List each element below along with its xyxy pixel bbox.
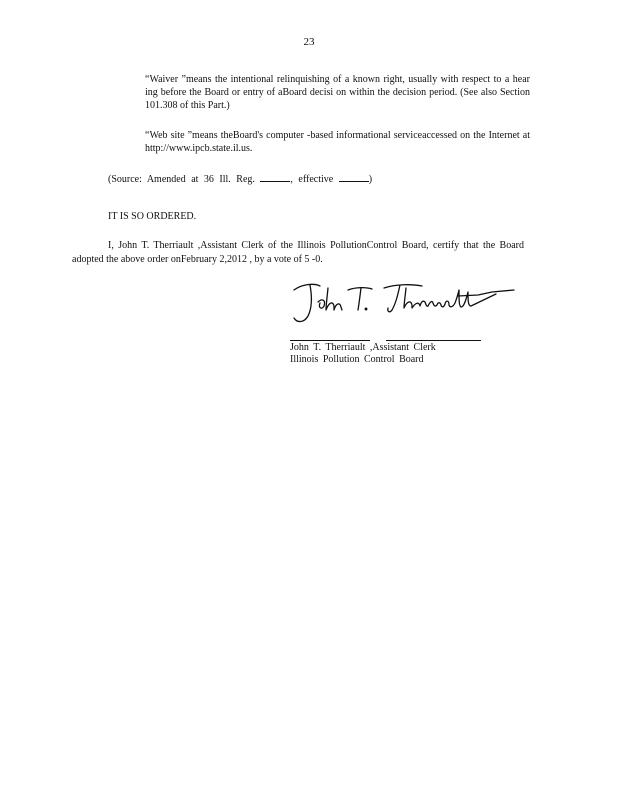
ordered-statement: IT IS SO ORDERED. — [108, 211, 197, 222]
source-lead: (Source: Amended at 36 Ill. Reg. — [108, 174, 255, 185]
source-close: ) — [368, 174, 373, 185]
signature-line-right — [386, 340, 481, 341]
register-blank — [260, 172, 290, 182]
source-note — [108, 172, 372, 185]
effective-blank — [339, 172, 369, 182]
handwritten-signature — [288, 276, 528, 328]
website-definition: “Web site ”means theBoard's computer -based informational serviceaccessed on the Internet at http://www.ipcb.state.il.us. — [145, 130, 530, 154]
signer-title: John T. Therriault ,Assistant Clerk — [290, 342, 436, 353]
signer-organization: Illinois Pollution Control Board — [290, 354, 424, 365]
signature-block — [290, 342, 436, 366]
certification-paragraph: I, John T. Therriault ,Assistant Clerk of the Illinois PollutionControl Board, certify that the Board adopted the above order onFebruary 2,2012 , by a vote of 5 -0. — [72, 240, 524, 265]
waiver-definition: “Waiver ”means the intentional relinquishing of a known right, usually with respect to a hear ing before the Board or entry of aBoard decisi on within the decision period. (See also Section 101.308 of this Part.) — [145, 74, 530, 111]
page-number: 23 — [303, 36, 315, 48]
source-middle: , effective — [290, 174, 334, 185]
signature-line — [290, 340, 370, 341]
